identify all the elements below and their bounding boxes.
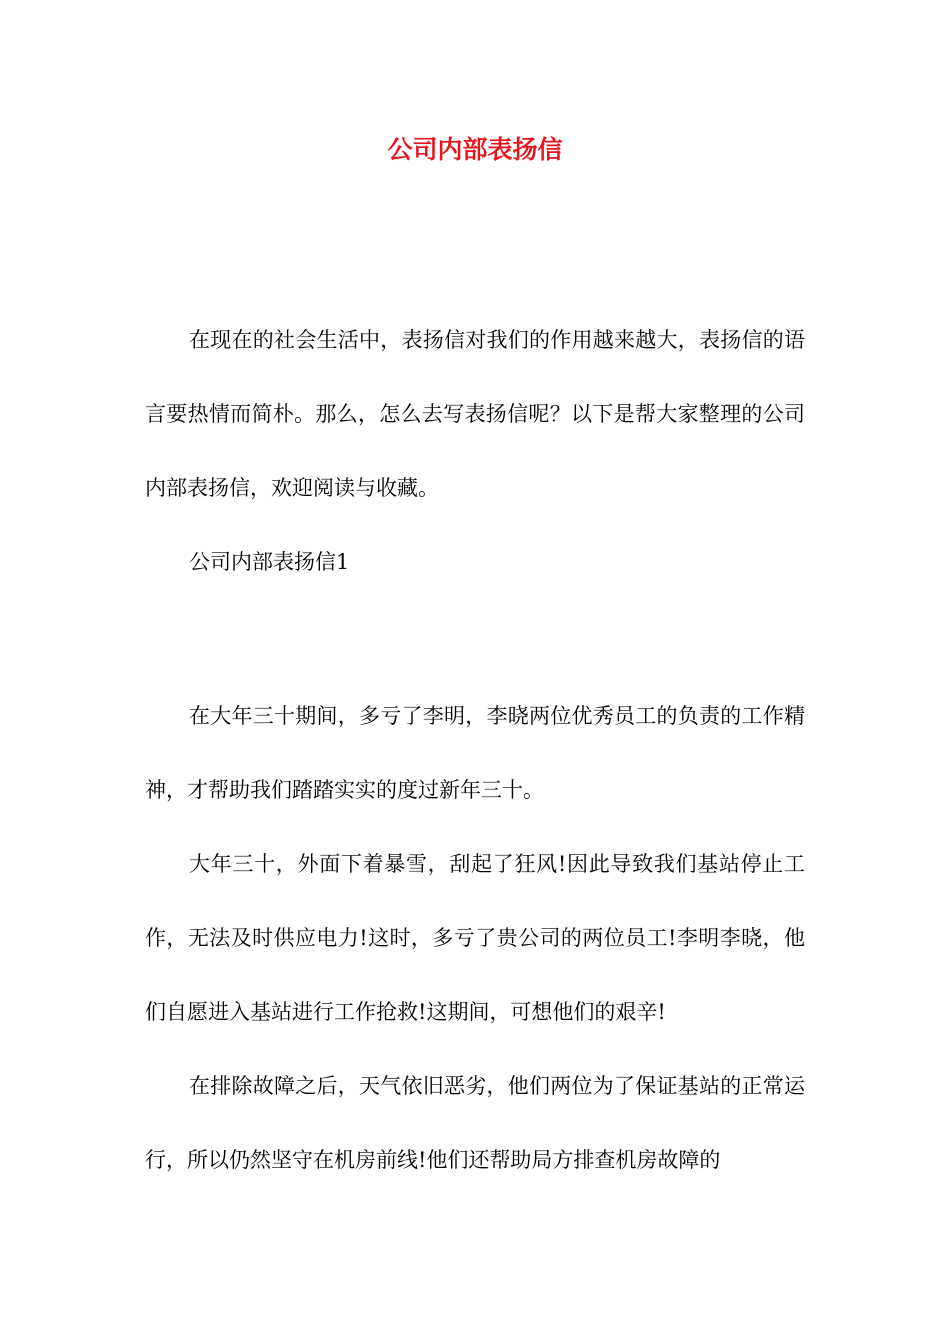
document-title: 公司内部表扬信 <box>387 135 563 164</box>
section-heading: 公司内部表扬信1 <box>189 550 350 574</box>
letter-body <box>145 679 805 1197</box>
letter-paragraph-2: 大年三十，外面下着暴雪，刮起了狂风!因此导致我们基站停止工作，无法及时供应电力!这时，多亏了贵公司的两位员工!李明李晓，他们自愿进入基站进行工作抢救!这期间，可想他们的艰辛! <box>145 852 805 1024</box>
letter-paragraph-1: 在大年三十期间，多亏了李明，李晓两位优秀员工的负责的工作精神，才帮助我们踏踏实实的度过新年三十。 <box>145 704 805 802</box>
letter-paragraph-3: 在排除故障之后，天气依旧恶劣，他们两位为了保证基站的正常运行，所以仍然坚守在机房前线!他们还帮助局方排查机房故障的 <box>145 1074 805 1172</box>
intro-block <box>145 303 805 599</box>
intro-paragraph: 在现在的社会生活中，表扬信对我们的作用越来越大，表扬信的语言要热情而简朴。那么，怎么去写表扬信呢？以下是帮大家整理的公司内部表扬信，欢迎阅读与收藏。 <box>145 328 805 500</box>
